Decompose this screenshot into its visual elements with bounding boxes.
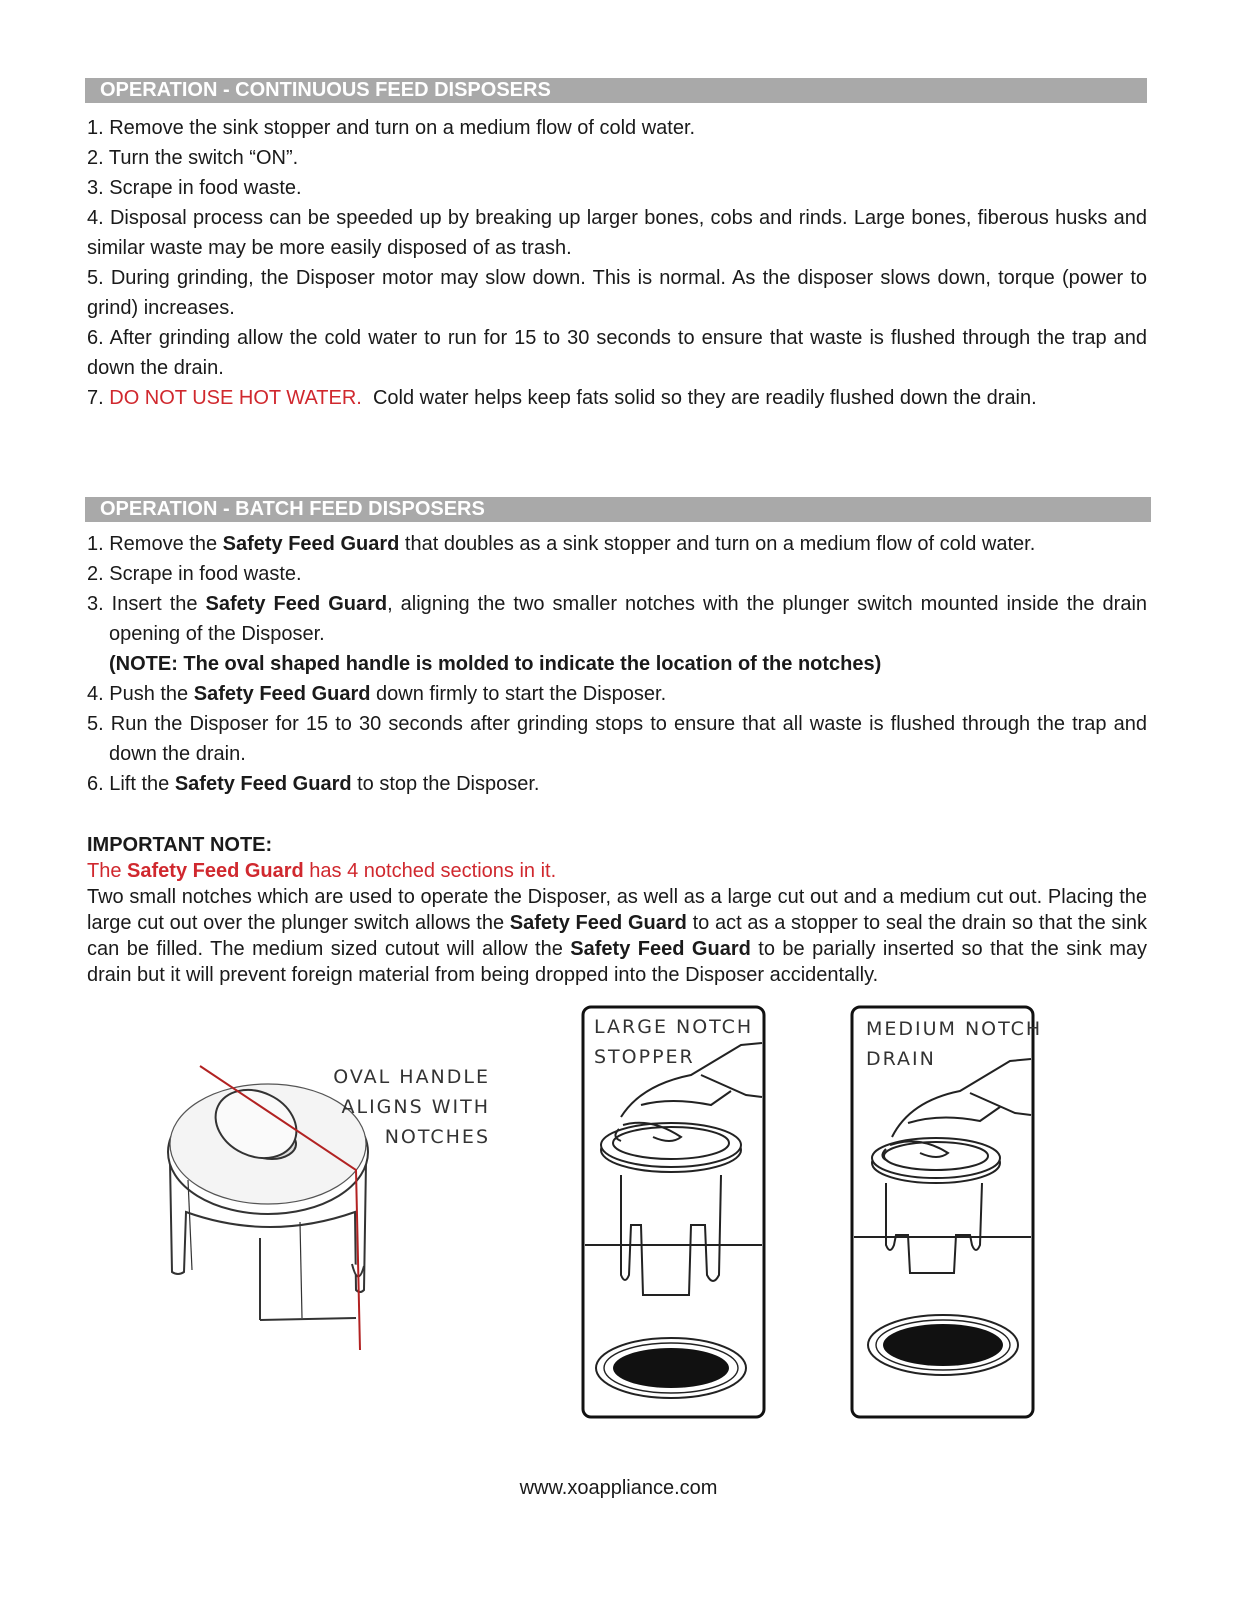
oval-label-line-2: ALIGNS WITH [341, 1096, 490, 1118]
batch-step-6-pre: 6. Lift the [87, 773, 175, 795]
red-line-post: has 4 notched sections in it. [303, 860, 557, 882]
step-2: 2. Turn the switch “ON”. [87, 147, 299, 169]
oval-label-line-1: OVAL HANDLE [333, 1066, 490, 1088]
guard-term: Safety Feed Guard [570, 938, 751, 960]
batch-step-1 [87, 529, 1147, 559]
para-part-b: to act as a stopper to seal the drain so that the sink can be filled. The medium sized cutout will allow the [87, 912, 1147, 960]
important-note-title: IMPORTANT NOTE: [87, 834, 273, 856]
batch-note: (NOTE: The oval shaped handle is molded to indicate the location of the notches) [109, 653, 882, 675]
batch-step-6-post: to stop the Disposer. [351, 773, 540, 795]
step-3: 3. Scrape in food waste. [87, 177, 302, 199]
important-note [87, 832, 1147, 988]
para-part-c: to be parially inserted so that the sink may drain but it will prevent foreign material from being dropped into the Disposer accidentally. [87, 938, 1147, 986]
section-header-batch-feed: OPERATION - BATCH FEED DISPOSERS [85, 497, 1151, 522]
guard-term: Safety Feed Guard [174, 773, 352, 795]
footer-url: www.xoappliance.com [519, 1477, 718, 1499]
step-7-number: 7. [87, 387, 110, 409]
batch-step-3 [87, 589, 1147, 649]
step-1: 1. Remove the sink stopper and turn on a medium flow of cold water. [87, 117, 696, 139]
hot-water-warning: DO NOT USE HOT WATER. [109, 387, 362, 409]
batch-feed-steps [87, 529, 1147, 799]
medium-label-line-1: MEDIUM NOTCH [866, 1018, 1043, 1040]
batch-step-5: 5. Run the Disposer for 15 to 30 seconds after grinding stops to ensure that all waste is flushed through the trap and down the drain. [87, 713, 1147, 765]
batch-step-6 [87, 769, 1147, 799]
large-notch-label [594, 1012, 753, 1072]
medium-notch-label [866, 1014, 1042, 1074]
batch-step-2: 2. Scrape in food waste. [87, 563, 302, 585]
batch-step-4-pre: 4. Push the [87, 683, 194, 705]
step-7-text: Cold water helps keep fats solid so they are readily flushed down the drain. [361, 387, 1037, 409]
continuous-feed-steps [87, 113, 1147, 413]
step-5: 5. During grinding, the Disposer motor may slow down. This is normal. As the disposer slows down, torque (power to grind) increases. [87, 267, 1147, 319]
large-label-line-1: LARGE NOTCH [594, 1016, 754, 1038]
guard-term: Safety Feed Guard [127, 860, 304, 882]
batch-step-4 [87, 679, 1147, 709]
guard-term: Safety Feed Guard [193, 683, 371, 705]
medium-label-line-2: DRAIN [866, 1048, 936, 1070]
step-6: 6. After grinding allow the cold water to run for 15 to 30 seconds to ensure that waste is flushed through the trap and down the drain. [87, 327, 1147, 379]
section-header-continuous-feed: OPERATION - CONTINUOUS FEED DISPOSERS [85, 78, 1147, 103]
batch-step-3-post: , aligning the two smaller notches with the plunger switch mounted inside the drain opening of the Disposer. [109, 593, 1148, 645]
red-line-pre: The [87, 860, 128, 882]
batch-step-4-post: down firmly to start the Disposer. [370, 683, 667, 705]
important-note-red-line [87, 858, 1147, 884]
step-4: 4. Disposal process can be speeded up by breaking up larger bones, cobs and rinds. Large bones, fiberous husks and similar waste may be more easily disposed of as trash. [87, 207, 1147, 259]
important-note-paragraph [87, 884, 1147, 988]
batch-step-1-post: that doubles as a sink stopper and turn on a medium flow of cold water. [399, 533, 1036, 555]
batch-step-3-pre: 3. Insert the [87, 593, 206, 615]
oval-label-line-3: NOTCHES [384, 1126, 490, 1148]
guard-term: Safety Feed Guard [509, 912, 687, 934]
guard-term: Safety Feed Guard [205, 593, 388, 615]
para-part-a: Two small notches which are used to operate the Disposer, as well as a large cut out and a medium cut out. Placing the large cut out over the plunger switch allows the [87, 886, 1147, 934]
large-label-line-2: STOPPER [594, 1046, 695, 1068]
step-7 [87, 383, 1147, 413]
guard-term: Safety Feed Guard [222, 533, 400, 555]
batch-step-1-pre: 1. Remove the [87, 533, 223, 555]
oval-handle-label [330, 1062, 490, 1152]
